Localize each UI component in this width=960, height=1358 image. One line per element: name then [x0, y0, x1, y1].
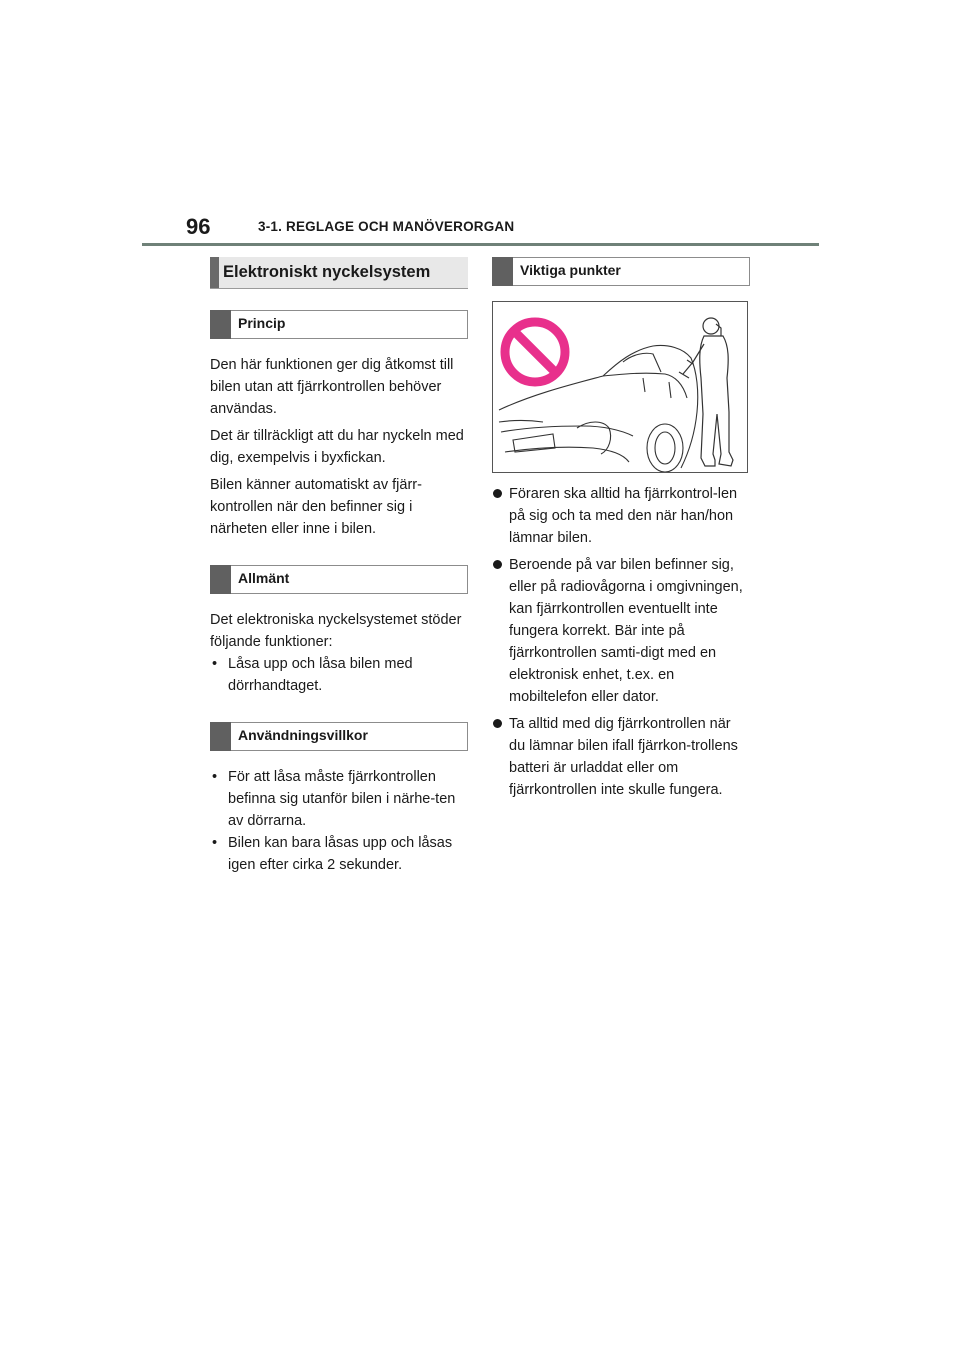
- list-item: [492, 483, 750, 549]
- right-column: [492, 257, 750, 801]
- list-item-text: Bilen kan bara låsas upp och låsas igen efter cirka 2 sekunder.: [228, 835, 453, 873]
- prohibition-icon: [505, 322, 565, 382]
- person-with-phone: [679, 318, 733, 466]
- header-rule: [142, 243, 819, 246]
- list-item-text: Föraren ska alltid ha fjärrkontrol-len på sig och ta med den när han/hon lämnar bilen.: [509, 486, 738, 546]
- subheading-bar: [210, 565, 231, 594]
- bullet-dot: [493, 489, 502, 498]
- list-item: [492, 554, 750, 708]
- car-outline: [499, 346, 698, 473]
- list-item: [210, 653, 468, 697]
- list-item: [210, 832, 468, 876]
- illustration-svg: [493, 302, 748, 473]
- list-item-text: Låsa upp och låsa bilen med dörrhandtaget.: [228, 656, 413, 694]
- section-heading-electronic-key: [210, 257, 468, 289]
- subheading-bar: [210, 310, 231, 339]
- subheading-general: [210, 565, 468, 594]
- paragraph: Det är tillräckligt att du har nyckeln med dig, exempelvis i byxfickan.: [210, 428, 464, 466]
- list-item: [492, 713, 750, 801]
- bullet-glyph: •: [212, 835, 218, 851]
- bullet-dot: [493, 719, 502, 728]
- list-item-text: Ta alltid med dig fjärrkontrollen när du lämnar bilen ifall fjärrkon-trollens batteri är urladdat eller om fjärrkontrollen inte skulle fungera.: [509, 716, 738, 798]
- illustration-car-and-person: [492, 301, 748, 473]
- section-bar: [210, 257, 219, 288]
- subheading-title: Allmänt: [238, 569, 290, 586]
- subheading-title: Princip: [238, 314, 286, 331]
- left-column: [210, 257, 468, 876]
- list-item: [210, 766, 468, 832]
- bullet-glyph: •: [212, 656, 218, 672]
- paragraph: Den här funktionen ger dig åtkomst till bilen utan att fjärrkontrollen behöver användas.: [210, 357, 454, 417]
- subheading-important-points: [492, 257, 750, 286]
- chapter-title: 3-1. REGLAGE OCH MANÖVERORGAN: [258, 219, 515, 234]
- section-title: Elektroniskt nyckelsystem: [223, 263, 431, 281]
- page-number: 96: [186, 214, 211, 239]
- subheading-bar: [492, 257, 513, 286]
- list-item-text: För att låsa måste fjärrkontrollen befinna sig utanför bilen i närhe-ten av dörrarna.: [228, 769, 456, 829]
- subheading-principle: [210, 310, 468, 339]
- subheading-bar: [210, 722, 231, 751]
- subheading-title: Viktiga punkter: [520, 261, 621, 278]
- subheading-conditions: [210, 722, 468, 751]
- bullet-dot: [493, 560, 502, 569]
- bullet-glyph: •: [212, 769, 218, 785]
- subheading-title: Användningsvillkor: [238, 726, 368, 743]
- list-item-text: Beroende på var bilen befinner sig, eller på radiovågorna i omgivningen, kan fjärrkontrollen eventuellt inte fungera korrekt. Bär inte på fjärrkontrollen samti-digt med en elektronisk enhet, t.ex. en mobiltelefon eller dator.: [509, 557, 743, 705]
- paragraph: Det elektroniska nyckelsystemet stöder följande funktioner:: [210, 612, 462, 650]
- paragraph: Bilen känner automatiskt av fjärr-kontrollen när den befinner sig i närheten eller inne i bilen.: [210, 477, 422, 537]
